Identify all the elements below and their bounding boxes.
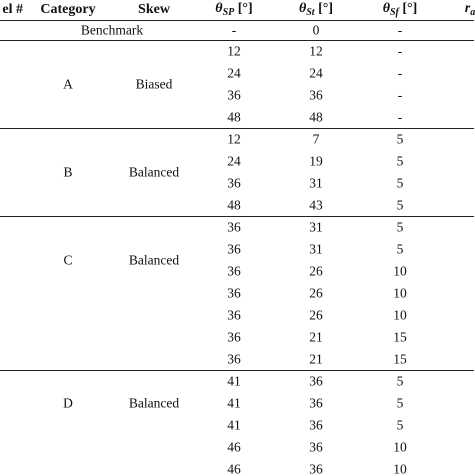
cell-theta-sf: - — [397, 87, 403, 103]
cell-theta-sp: 24 — [227, 65, 241, 81]
group-d-skew: Balanced — [128, 395, 180, 411]
cell-theta-sf: 5 — [396, 373, 404, 389]
header-category: Category — [40, 2, 96, 17]
cell-theta-sp: 36 — [227, 329, 241, 345]
cell-theta-sf: 5 — [396, 395, 404, 411]
cell-theta-st: 31 — [309, 175, 323, 191]
r-symbol: r — [464, 1, 471, 16]
cell-theta-st: 36 — [309, 373, 323, 389]
cell-theta-sp: 36 — [227, 285, 241, 301]
theta-sp-subscript: SP — [222, 7, 235, 18]
cell-theta-st: 12 — [309, 43, 323, 59]
cell-theta-sp: 41 — [227, 395, 241, 411]
cell-theta-sp: 36 — [227, 263, 241, 279]
group-a-skew: Biased — [135, 76, 173, 92]
group-rule — [0, 370, 474, 371]
benchmark-label: Benchmark — [80, 22, 144, 38]
cell-theta-sp: 46 — [227, 461, 241, 476]
cell-theta-sp: 41 — [227, 417, 241, 433]
cell-theta-sf: 5 — [396, 417, 404, 433]
cell-theta-st: 7 — [312, 131, 320, 147]
theta-sf-unit: [°] — [398, 1, 418, 16]
cell-theta-sf: 10 — [393, 461, 407, 476]
cell-theta-st: 36 — [309, 417, 323, 433]
group-c-skew: Balanced — [128, 252, 180, 268]
cell-theta-sf: 10 — [393, 285, 407, 301]
group-b-skew: Balanced — [128, 164, 180, 180]
cell-theta-sp: 36 — [227, 87, 241, 103]
group-b-category: B — [63, 164, 73, 180]
cell-theta-st: 48 — [309, 109, 323, 125]
cell-theta-st: 26 — [309, 263, 323, 279]
cell-theta-sf: 5 — [396, 153, 404, 169]
cell-theta-sf: 10 — [393, 439, 407, 455]
header-rule — [0, 20, 474, 21]
header-theta-st — [299, 2, 333, 18]
cell-theta-sf: 10 — [393, 263, 407, 279]
theta-sf-subscript: Sf — [389, 7, 399, 18]
cell-theta-sp: 41 — [227, 373, 241, 389]
cell-theta-sf: 5 — [396, 219, 404, 235]
cell-theta-sp: 24 — [227, 153, 241, 169]
r-subscript: a — [470, 7, 475, 18]
theta-st-unit: [°] — [314, 1, 334, 16]
group-a-category: A — [63, 76, 73, 92]
cell-theta-sf: - — [397, 65, 403, 81]
benchmark-theta-sf: - — [397, 22, 403, 38]
cell-theta-sp: 36 — [227, 219, 241, 235]
cell-theta-sf: 5 — [396, 175, 404, 191]
header-model: el # — [2, 2, 23, 17]
cell-theta-st: 21 — [309, 351, 323, 367]
cell-theta-sf: 5 — [396, 197, 404, 213]
cell-theta-sf: 15 — [393, 351, 407, 367]
header-theta-sp — [215, 2, 252, 18]
header-theta-sf — [383, 2, 418, 18]
cell-theta-sf: 10 — [393, 307, 407, 323]
cell-theta-sp: 36 — [227, 307, 241, 323]
cell-theta-sf: 5 — [396, 241, 404, 257]
cell-theta-sf: - — [397, 109, 403, 125]
cell-theta-st: 36 — [309, 87, 323, 103]
cell-theta-sp: 36 — [227, 241, 241, 257]
cell-theta-st: 43 — [309, 197, 323, 213]
cell-theta-st: 24 — [309, 65, 323, 81]
cell-theta-st: 21 — [309, 329, 323, 345]
cell-theta-sf: 5 — [396, 131, 404, 147]
cell-theta-sp: 46 — [227, 439, 241, 455]
cell-theta-sf: - — [397, 43, 403, 59]
cell-theta-st: 26 — [309, 285, 323, 301]
group-rule — [0, 216, 474, 217]
cell-theta-st: 36 — [309, 395, 323, 411]
cell-theta-sp: 12 — [227, 131, 241, 147]
theta-symbol: θ — [215, 1, 223, 16]
group-rule — [0, 128, 474, 129]
cell-theta-st: 36 — [309, 461, 323, 476]
benchmark-theta-sp: - — [231, 22, 237, 38]
cell-theta-sp: 48 — [227, 197, 241, 213]
cell-theta-sp: 12 — [227, 43, 241, 59]
cell-theta-sp: 48 — [227, 109, 241, 125]
theta-st-subscript: St — [306, 7, 315, 18]
group-d-category: D — [63, 395, 73, 411]
theta-symbol: θ — [298, 1, 307, 16]
theta-sp-unit: [°] — [234, 1, 253, 16]
cell-theta-sp: 36 — [227, 351, 241, 367]
group-c-category: C — [63, 252, 73, 268]
group-rule — [0, 40, 474, 41]
cell-theta-st: 26 — [309, 307, 323, 323]
cell-theta-st: 31 — [309, 219, 323, 235]
header-skew: Skew — [138, 2, 170, 17]
benchmark-theta-st: 0 — [312, 22, 320, 38]
theta-symbol: θ — [382, 1, 390, 16]
cell-theta-sf: 15 — [393, 329, 407, 345]
cell-theta-st: 19 — [309, 153, 323, 169]
cell-theta-st: 31 — [309, 241, 323, 257]
cell-theta-sp: 36 — [227, 175, 241, 191]
header-r — [465, 2, 475, 18]
cell-theta-st: 36 — [309, 439, 323, 455]
